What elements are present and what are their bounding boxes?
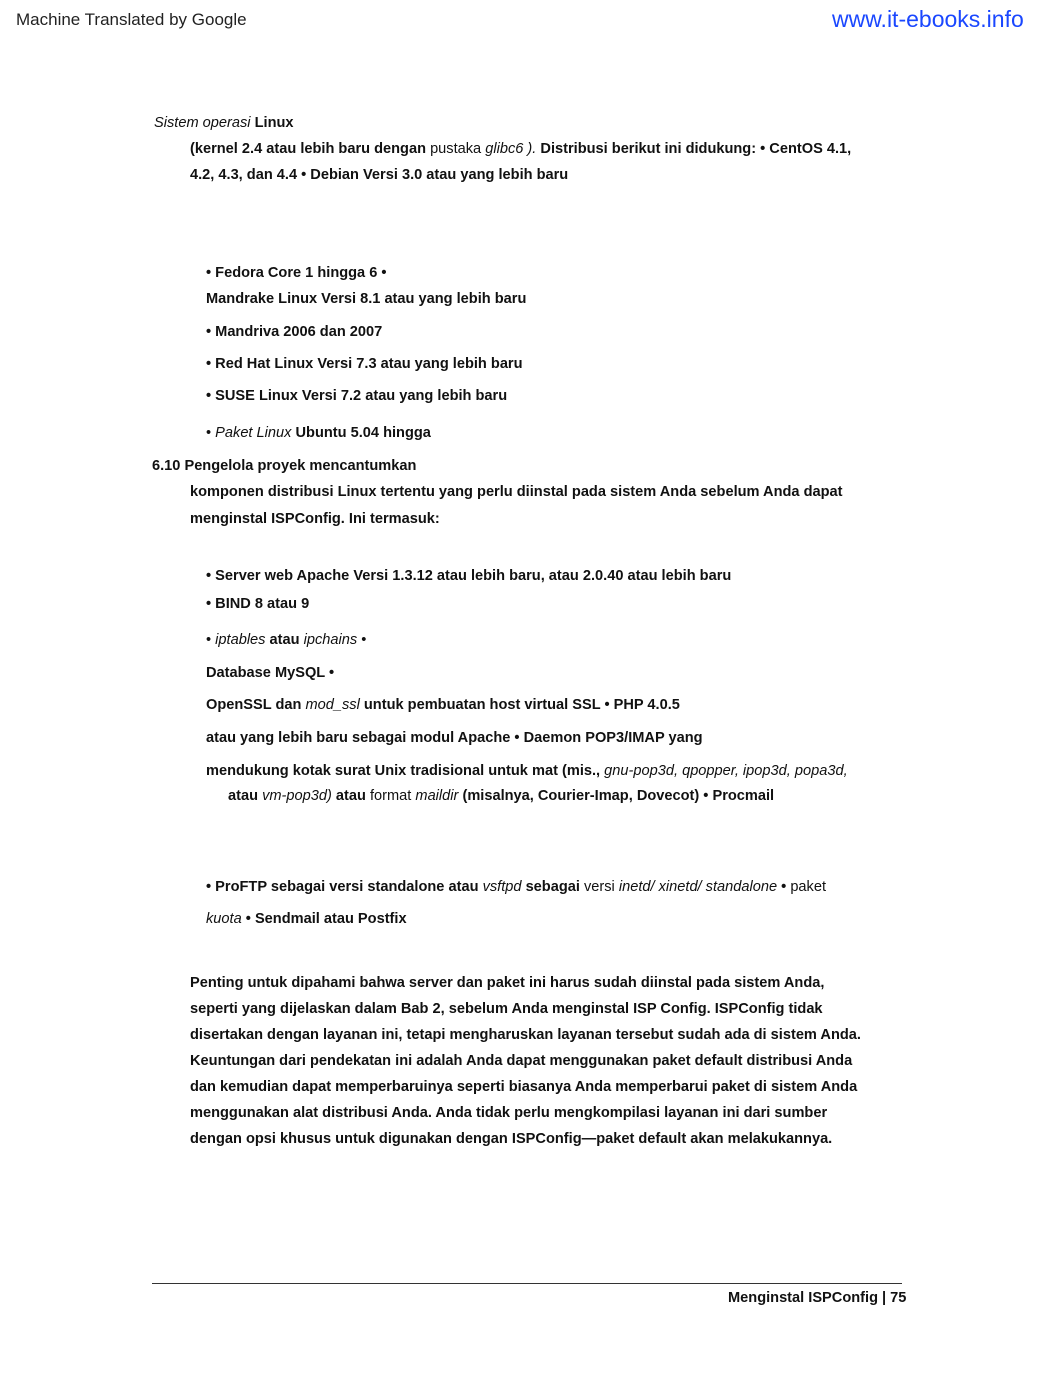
section-heading: 6.10 Pengelola proyek mencantumkan: [152, 458, 417, 474]
os-description-line-1: [190, 140, 851, 158]
os-text: Distribusi berikut ini didukung: • CentOS 4.1,: [540, 141, 852, 157]
component-item-kuota: kuota • Sendmail atau Postfix: [206, 911, 407, 927]
component-item-ftp: • ProFTP sebagai versi standalone atau vsftpd sebagai versi inetd/ xinetd/ standalone • paket: [206, 879, 827, 895]
distro-item: • SUSE Linux Versi 7.2 atau yang lebih baru: [206, 388, 508, 404]
site-link[interactable]: www.it-ebooks.info: [832, 6, 1024, 32]
pm-line-1: komponen distribusi Linux tertentu yang perlu diinstal pada sistem Anda sebelum Anda dapat: [190, 484, 843, 500]
distro-item-ubuntu: • Paket Linux Ubuntu 5.04 hingga: [206, 425, 431, 441]
paragraph-line: seperti yang dijelaskan dalam Bab 2, sebelum Anda menginstal ISP Config. ISPConfig tidak: [190, 1001, 823, 1017]
distro-item: Mandrake Linux Versi 8.1 atau yang lebih baru: [206, 291, 527, 307]
paragraph-line: disertakan dengan layanan ini, tetapi mengharuskan layanan tersebut sudah ada di sistem Anda.: [190, 1027, 861, 1043]
component-item-iptables: • iptables atau ipchains •: [206, 632, 367, 648]
component-item: • BIND 8 atau 9: [206, 596, 310, 612]
os-text: pustaka: [430, 141, 482, 157]
distro-item: • Mandriva 2006 dan 2007: [206, 324, 383, 340]
distro-item: • Fedora Core 1 hingga 6 •: [206, 265, 387, 281]
component-item-openssl: OpenSSL dan mod_ssl untuk pembuatan host virtual SSL • PHP 4.0.5: [206, 697, 680, 713]
pm-line-2: menginstal ISPConfig. Ini termasuk:: [190, 511, 440, 527]
os-text: glibc6 ).: [485, 141, 537, 157]
component-item: Database MySQL •: [206, 665, 335, 681]
os-term-bold: Linux: [254, 115, 294, 131]
paragraph-line: dan kemudian dapat memperbaruinya seperti biasanya Anda memperbarui paket di sistem Anda: [190, 1079, 858, 1095]
component-item: atau yang lebih baru sebagai modul Apache • Daemon POP3/IMAP yang: [206, 730, 703, 746]
paragraph-line: menggunakan alat distribusi Anda. Anda tidak perlu mengkompilasi layanan ini dari sumber: [190, 1105, 828, 1121]
paragraph-line: Penting untuk dipahami bahwa server dan paket ini harus sudah diinstal pada sistem Anda,: [190, 975, 825, 991]
footer-divider: [152, 1283, 902, 1284]
os-term-italic: Sistem operasi: [154, 115, 251, 131]
os-text: 4.2, 4.3, dan 4.4 • Debian Versi 3.0 atau yang lebih baru: [190, 167, 569, 183]
os-term-line: [154, 114, 294, 132]
component-item-pop: mendukung kotak surat Unix tradisional untuk mat (mis., gnu-pop3d, qpopper, ipop3d, popa3d,: [206, 763, 848, 779]
footer-title: Menginstal ISPConfig | 75: [728, 1290, 907, 1306]
distro-item: • Red Hat Linux Versi 7.3 atau yang lebih baru: [206, 356, 523, 372]
os-text: (kernel 2.4 atau lebih baru dengan: [190, 141, 426, 157]
os-description-line-2: [190, 166, 568, 184]
component-item: • Server web Apache Versi 1.3.12 atau lebih baru, atau 2.0.40 atau lebih baru: [206, 568, 732, 584]
paragraph-line: dengan opsi khusus untuk digunakan dengan ISPConfig—paket default akan melakukannya.: [190, 1131, 833, 1147]
paragraph-line: Keuntungan dari pendekatan ini adalah Anda dapat menggunakan paket default distribusi Anda: [190, 1053, 853, 1069]
component-item-pop-cont: atau vm-pop3d) atau format maildir (misalnya, Courier-Imap, Dovecot) • Procmail: [228, 788, 775, 804]
machine-translation-label: Machine Translated by Google: [16, 10, 247, 29]
